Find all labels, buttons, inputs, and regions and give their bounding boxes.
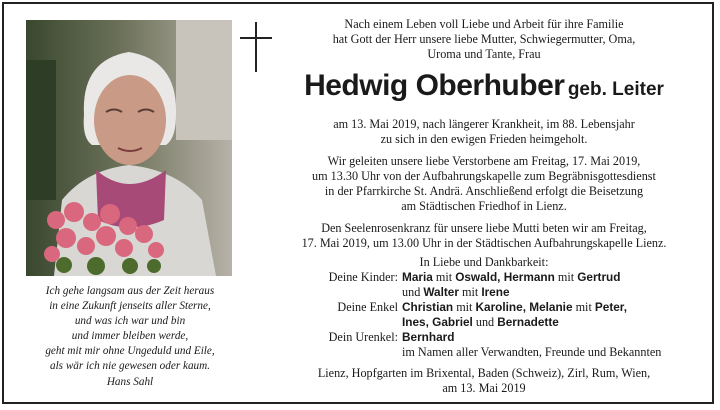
great-grandchild-name: Bernhard	[402, 330, 455, 344]
poem-line: und immer bleiben werde,	[71, 330, 189, 342]
children-row: Deine Kinder: Maria mit Oswald, Hermann mit Gertrud	[262, 270, 706, 285]
poem-line: Ich gehe langsam aus der Zeit heraus	[45, 285, 215, 297]
death-line: zu sich in den ewigen Frieden heimgeholt.	[380, 132, 588, 146]
deceased-name: Hedwig Oberhuber	[304, 69, 565, 102]
grandchildren-label: Deine Enkel	[337, 300, 398, 314]
children-row-2: und Walter mit Irene	[402, 285, 510, 299]
place-date: am 13. Mai 2019	[442, 381, 526, 395]
mourners-list	[262, 255, 706, 396]
relatives-line: im Namen aller Verwandten, Freunde und Bekannten	[402, 345, 662, 359]
great-grandchild-row	[262, 330, 706, 345]
poem	[14, 284, 246, 390]
notice-text	[262, 17, 706, 251]
poem-line: geht mit mir ohne Ungeduld und Eile,	[45, 345, 215, 357]
intro-line: Nach einem Leben voll Liebe und Arbeit für ihre Familie	[344, 17, 624, 31]
grandchildren-row: Deine Enkel Christian mit Karoline, Melanie mit Peter,	[262, 300, 706, 315]
poem-author: Hans Sahl	[106, 376, 154, 388]
funeral-line: in der Pfarrkirche St. Andrä. Anschließend erfolgt die Beisetzung	[324, 184, 644, 198]
place-line: Lienz, Hopfgarten im Brixental, Baden (Schweiz), Zirl, Rum, Wien,	[317, 366, 651, 380]
intro-line: Uroma und Tante, Frau	[427, 47, 541, 61]
funeral-line: um 13.30 Uhr von der Aufbahrungskapelle zum Begräbnisgottesdienst	[312, 169, 656, 183]
death-line: am 13. Mai 2019, nach längerer Krankheit, im 88. Lebensjahr	[333, 117, 635, 131]
deceased-name-heading	[262, 70, 706, 107]
funeral-line: am Städtischen Friedhof in Lienz.	[401, 199, 567, 213]
mourners-intro: In Liebe und Dankbarkeit:	[419, 255, 549, 269]
birth-name: geb. Leiter	[567, 79, 664, 100]
rosary-line: 17. Mai 2019, um 13.00 Uhr in der Städtischen Aufbahrungskapelle Lienz.	[301, 236, 667, 250]
funeral-line: Wir geleiten unsere liebe Verstorbene am Freitag, 17. Mai 2019,	[327, 154, 641, 168]
great-grandchild-label: Dein Urenkel:	[328, 330, 398, 344]
intro-line: hat Gott der Herr unsere liebe Mutter, Schwiegermutter, Oma,	[332, 32, 636, 46]
portrait-photo	[26, 20, 232, 276]
poem-line: und was ich war und bin	[74, 315, 186, 327]
grandchildren-row-2: Ines, Gabriel und Bernadette	[402, 315, 559, 329]
children-label: Deine Kinder:	[328, 270, 398, 284]
poem-line: als wär ich nie gewesen oder kaum.	[49, 360, 211, 372]
rosary-line: Den Seelenrosenkranz für unsere liebe Mutti beten wir am Freitag,	[321, 221, 647, 235]
poem-line: in eine Zukunft jenseits aller Sterne,	[49, 300, 211, 312]
